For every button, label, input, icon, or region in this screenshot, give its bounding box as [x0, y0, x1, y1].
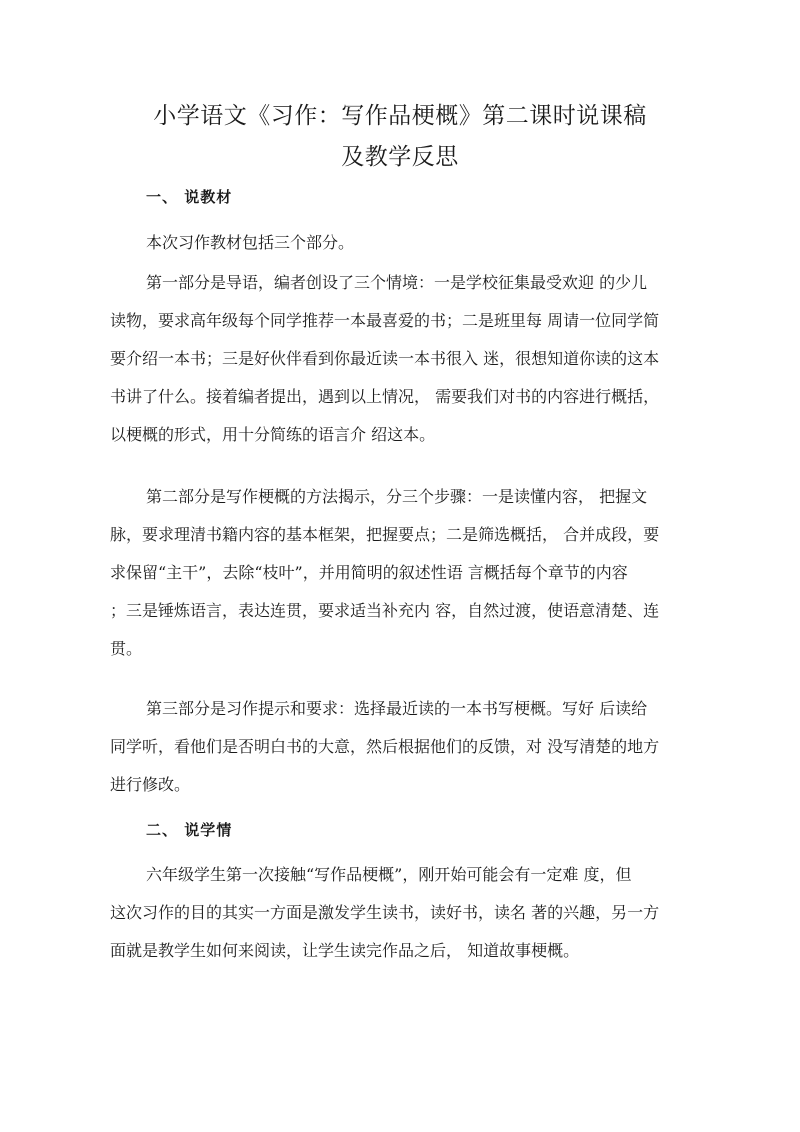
- paragraph-line: 六年级学生第一次接触“写作品梗概”，刚开始可能会有一定难 度，但: [146, 865, 632, 884]
- section1-heading: 一、 说教材: [146, 188, 233, 206]
- paragraph-line: 脉，要求理清书籍内容的基本框架，把握要点；二是筛选概括， 合并成段，要: [110, 525, 660, 544]
- section1-paragraph-4: [110, 690, 700, 804]
- section2-paragraph-1: [110, 856, 700, 970]
- paragraph-line: 面就是教学生如何来阅读，让学生读完作品之后， 知道故事梗概。: [110, 941, 580, 960]
- paragraph-line: 本次习作教材包括三个部分。: [146, 233, 355, 252]
- section1-paragraph-1: [110, 224, 700, 262]
- paragraph-line: 这次习作的目的其实一方面是激发学生读书，读好书，读名 著的兴趣，另一方: [110, 903, 660, 922]
- paragraph-line: 第三部分是习作提示和要求：选择最近读的一本书写梗概。写好 后读给: [146, 699, 648, 718]
- paragraph-line: 第一部分是导语，编者创设了三个情境：一是学校征集最受欢迎 的少儿: [146, 273, 648, 292]
- section2-heading: 二、 说学情: [146, 821, 233, 839]
- paragraph-line: 要介绍一本书；三是好伙伴看到你最近读一本书很入 迷，很想知道你读的这本: [110, 349, 660, 368]
- document-title-line2: 及教学反思: [341, 144, 459, 170]
- section1-paragraph-3: [110, 478, 700, 668]
- paragraph-line: 贯。: [110, 639, 143, 658]
- paragraph-line: 求保留“主干”，去除“枝叶”，并用简明的叙述性语 言概括每个章节的内容: [110, 563, 628, 582]
- section1-paragraph-2: [110, 264, 700, 454]
- paragraph-line: 读物，要求高年级每个同学推荐一本最喜爱的书；二是班里每 周请一位同学简: [110, 311, 660, 330]
- paragraph-line: 进行修改。: [110, 775, 191, 794]
- paragraph-line: 以梗概的形式，用十分简练的语言介 绍这本。: [110, 425, 436, 444]
- paragraph-line: ；三是锤炼语言，表达连贯，要求适当补充内 容，自然过渡，使语意清楚、连: [110, 601, 660, 620]
- paragraph-line: 同学听，看他们是否明白书的大意，然后根据他们的反馈，对 没写清楚的地方: [110, 737, 660, 756]
- document-title-line1: 小学语文《习作：写作品梗概》第二课时说课稿: [153, 103, 647, 129]
- paragraph-line: 书讲了什么。接着编者提出，遇到以上情况， 需要我们对书的内容进行概括，: [110, 387, 660, 406]
- paragraph-line: 第二部分是写作梗概的方法揭示，分三个步骤：一是读懂内容， 把握文: [146, 487, 648, 506]
